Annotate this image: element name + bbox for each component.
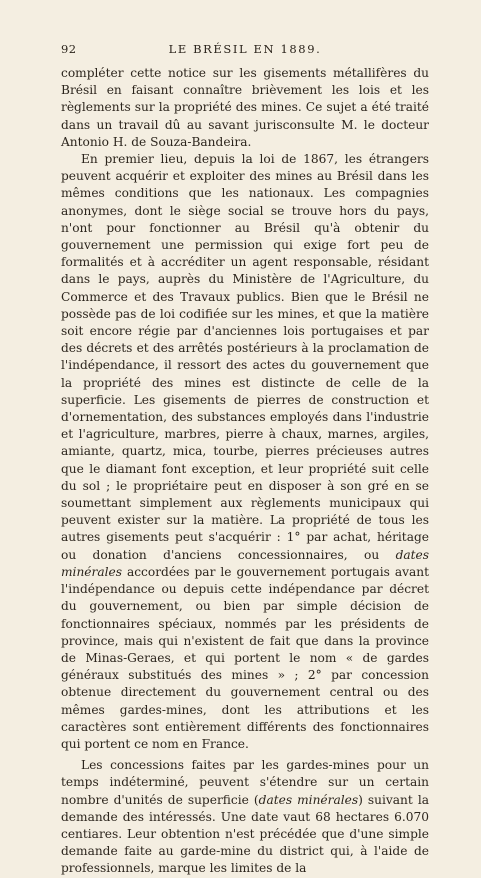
italic-term: dates minérales [258,792,359,807]
paragraph-continued: compléter cette notice sur les gisements métallifères du Brésil en faisant connaître brièvement les lois et les règlements sur la propriété des mines. Ce sujet a été traité dans un travail dû au savant jurisconsulte M. le docteur Antonio H. de Souza-Bandeira. [61,66,429,149]
italic-term: dates minérales [61,547,429,579]
running-title: LE BRÉSIL EN 1889. [168,42,322,56]
paragraph-concessions: Les concessions faites par les gardes-mines pour un temps indéterminé, peuvent s'étendre sur un certain nombre d'unités de superficie (dates minérales) suivant la demande des intéressés. Une date vaut 68 hectares 6.070 centiares. Leur obtention n'est précédée que d'une simple demande faite au garde-mine du district qui, à l'aide de professionnels, marque les limites de la [61,758,429,876]
paragraph-mining-law: En premier lieu, depuis la loi de 1867, les étrangers peuvent acquérir et exploiter des mines au Brésil dans les mêmes conditions que les nationaux. Les compagnies anonymes, dont le siège social se trouve hors du pays, n'ont pour fonctionner au Brésil qu'à obtenir du gouvernement une permission qui exige fort peu de formalités et à accréditer un agent responsable, résidant dans le pays, auprès du Ministère de l'Agriculture, du Commerce et des Travaux publics. Bien que le Brésil ne possède pas de loi codifiée sur les mines, et que la matière soit encore régie par d'anciennes lois portugaises et par des décrets et des arrêtés postérieurs à la proclamation de l'indépendance, il ressort des actes du gouvernement que la propriété des mines est distincte de celle de la superficie. Les gisements de pierres de construction et d'ornementation, des substances employés dans l'industrie et l'agriculture, marbres, pierre à chaux, marnes, argiles, amiante, quartz, mica, tourbe, pierres précieuses autres que le diamant font exception, et leur propriété suit celle du sol ; le propriétaire peut en disposer à son gré en se soumettant simplement aux règlements municipaux qui peuvent exister sur la matière. La propriété de tous les autres gisements peut s'acquérir : 1° par achat, héritage ou donation d'anciens concessionnaires, ou dates minérales accordées par le gouvernement portugais avant l'indépendance ou depuis cette indépendance par décret du gouvernement, ou bien par simple décision de fonctionnaires spéciaux, nommés par les présidents de province, mais qui n'existent de fait que dans la province de Minas-Geraes, et qui portent le nom « de gardes généraux substitués des mines » ; 2° par concession obtenue directement du gouvernement central ou des mêmes gardes-mines, dont les attributions et les caractères sont entièrement différents des fonctionnaires qui portent ce nom en France. [61,152,429,751]
page-number: 92 [61,42,77,56]
page-header [61,42,429,58]
body-text [61,65,429,878]
